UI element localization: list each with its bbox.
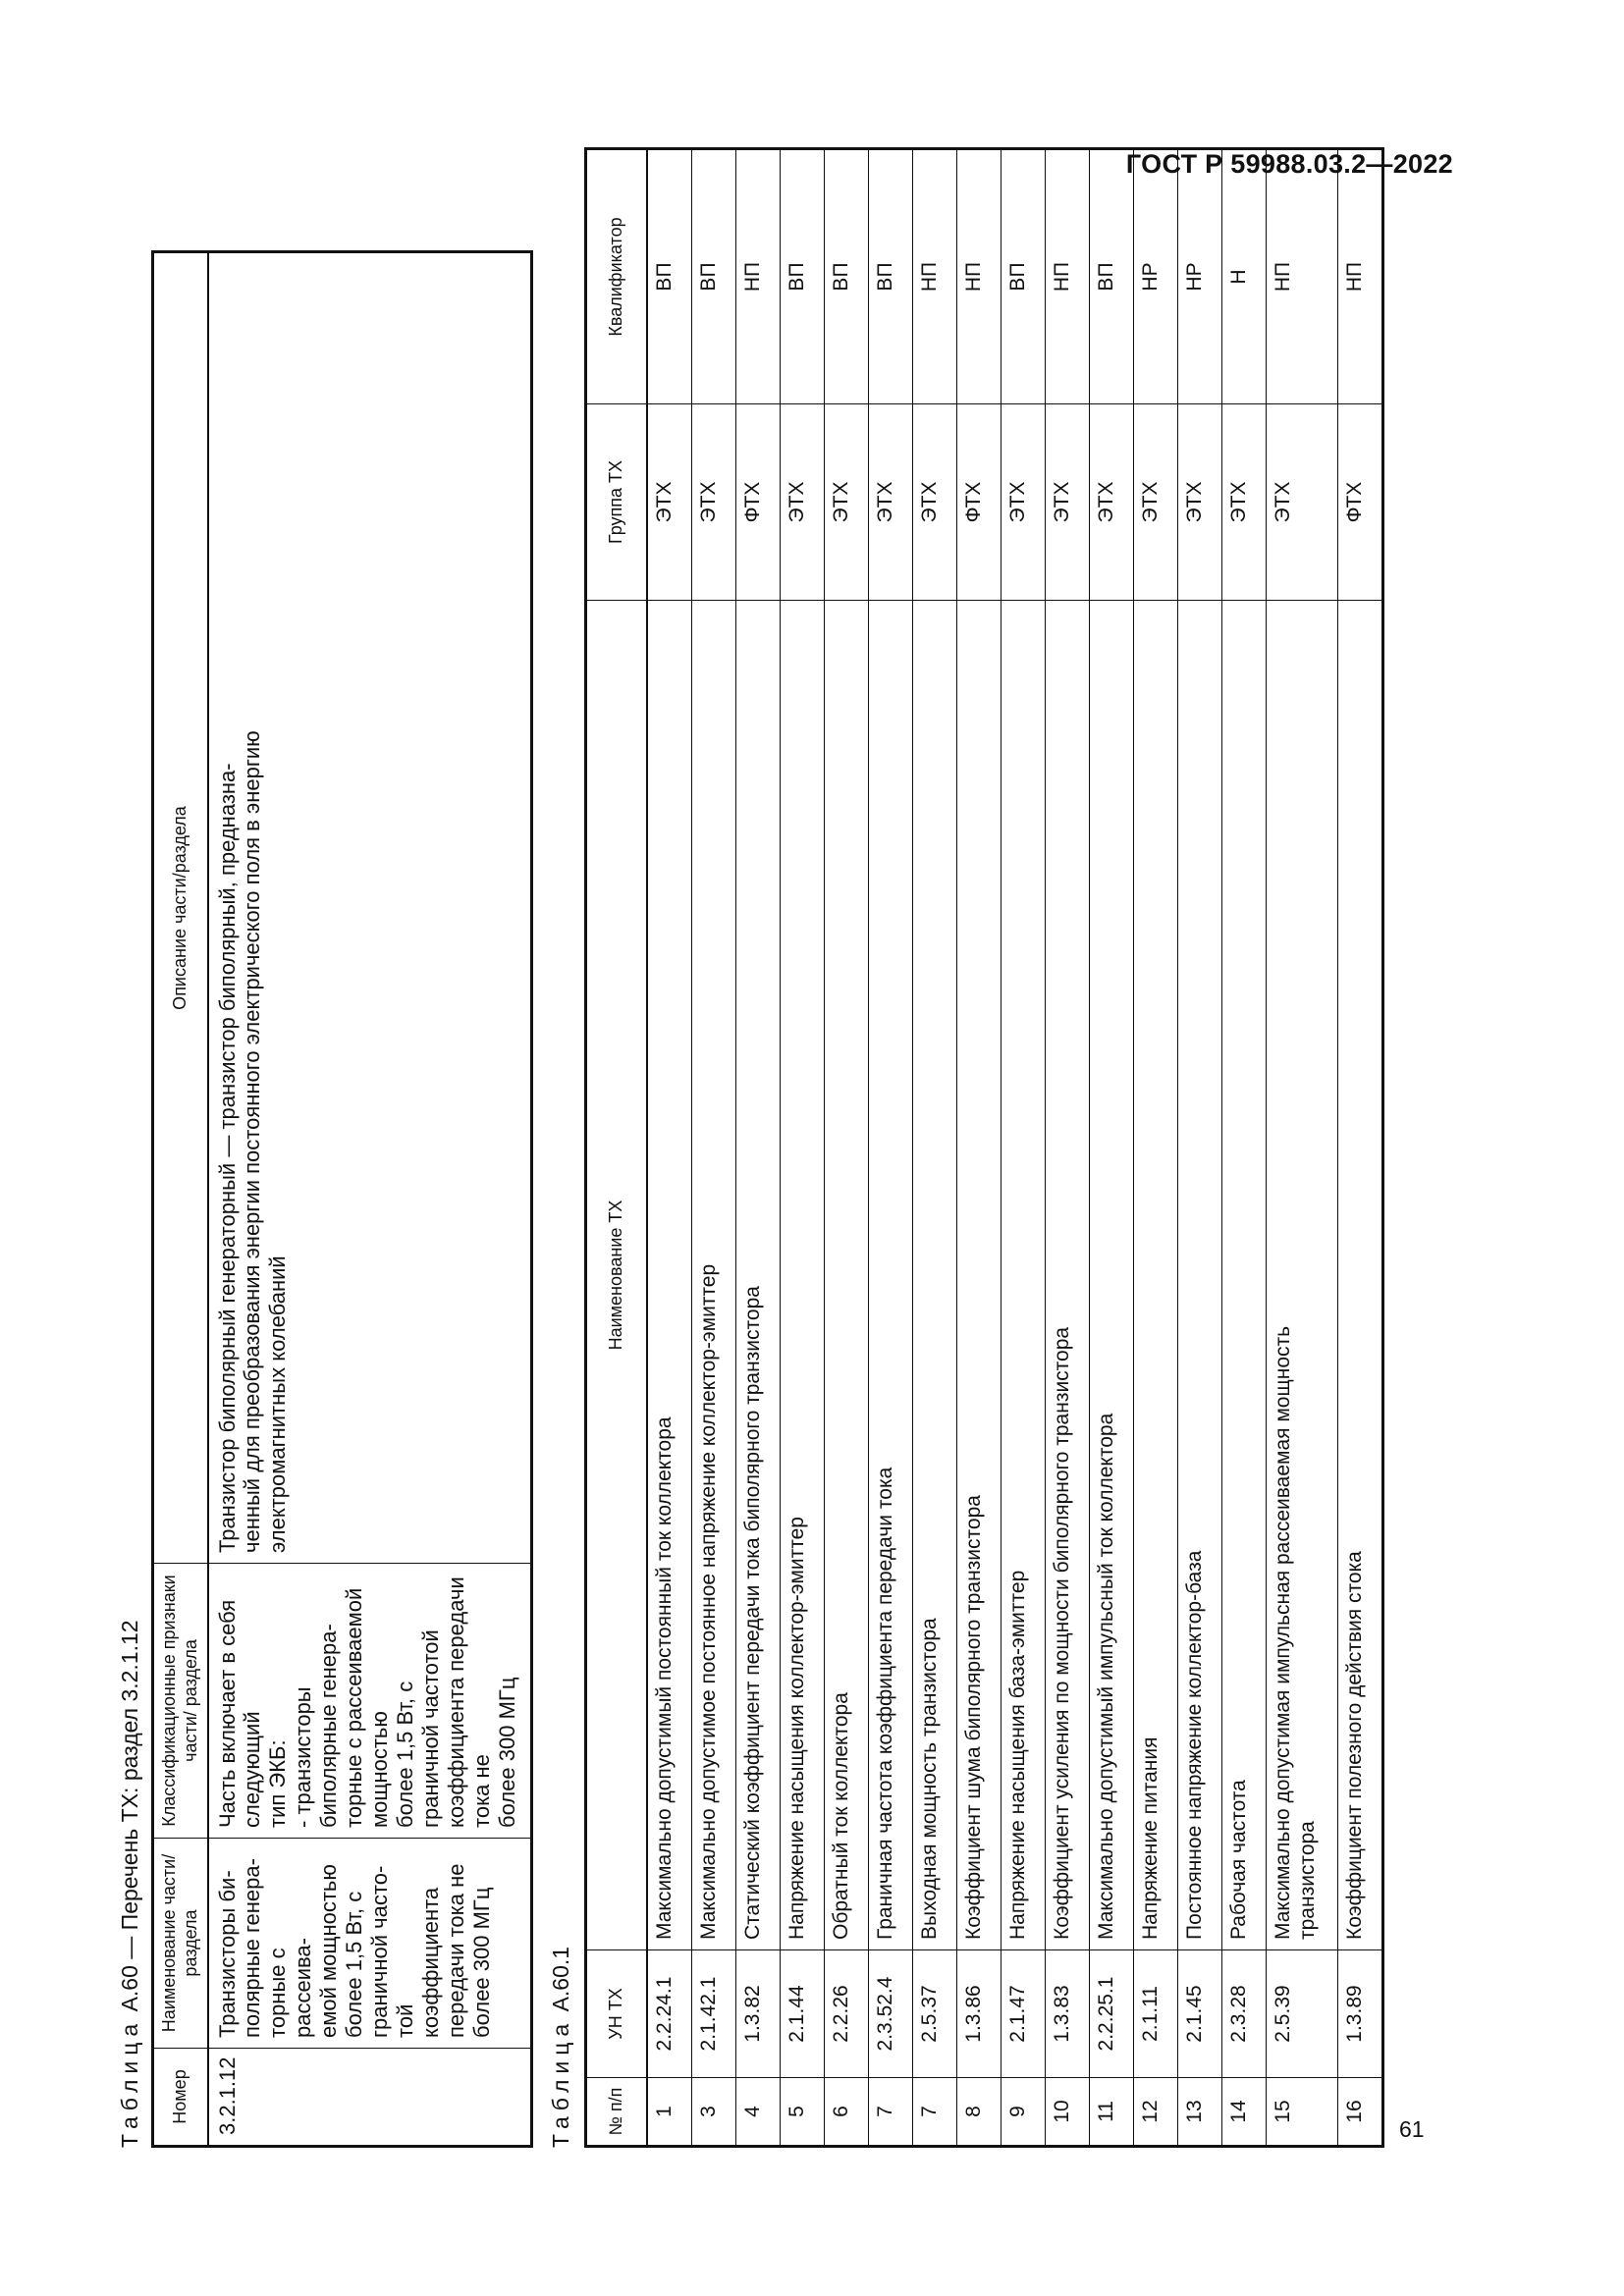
standard-header: ГОСТ Р 59988.03.2—2022: [1125, 149, 1453, 179]
cell-group: ЭТХ: [1045, 404, 1089, 601]
col-header-tx-name: Наименование ТХ: [585, 601, 647, 1950]
table-a60-caption: [108, 106, 151, 2148]
cell-group: ЭТХ: [647, 404, 692, 601]
cell-group: ЭТХ: [912, 404, 956, 601]
cell-code: 1.3.86: [956, 1950, 1001, 2078]
cell-qualifier: НП: [1266, 149, 1337, 404]
cell-code: 2.1.42.1: [691, 1950, 735, 2078]
cell-group: ЭТХ: [1177, 404, 1221, 601]
cell-tx-name: Выходная мощность транзистора: [912, 601, 956, 1950]
table-a60-caption-prefix: Таблица: [117, 2017, 142, 2148]
table-row: [912, 149, 956, 2147]
cell-group: ЭТХ: [1133, 404, 1177, 601]
cell-qualifier: ВП: [1089, 149, 1133, 404]
cell-tx-name: Коэффициент усиления по мощности биполярного транзистора: [1045, 601, 1089, 1950]
cell-code: 1.3.82: [735, 1950, 780, 2078]
cell-index: 3: [691, 2078, 735, 2147]
cell-qualifier: ВП: [868, 149, 912, 404]
col-header-description: Описание части/раздела: [153, 252, 208, 1564]
cell-code: 2.3.28: [1221, 1950, 1266, 2078]
cell-tx-name: Постоянное напряжение коллектор-база: [1177, 601, 1221, 1950]
table-row: [1045, 149, 1089, 2147]
cell-group: ФТХ: [956, 404, 1001, 601]
cell-tx-name: Рабочая частота: [1221, 601, 1266, 1950]
cell-code: 1.3.89: [1337, 1950, 1382, 2078]
cell-tx-name: Напряжение питания: [1133, 601, 1177, 1950]
col-header-number: Номер: [153, 2049, 208, 2147]
cell-group: ФТХ: [1337, 404, 1382, 601]
cell-qualifier: НР: [1133, 149, 1177, 404]
cell-tx-name: Обратный ток коллектора: [824, 601, 868, 1950]
cell-tx-name: Коэффициент полезного действия стока: [1337, 601, 1382, 1950]
cell-tx-name: Статический коэффициент передачи тока биполярного транзистора: [735, 601, 780, 1950]
cell-index: 16: [1337, 2078, 1382, 2147]
cell-qualifier: НП: [1045, 149, 1089, 404]
table-a60: [151, 250, 533, 2148]
col-header-qualifier: Квалификатор: [585, 149, 647, 404]
cell-qualifier: НП: [912, 149, 956, 404]
cell-features: Часть включает в себя следующий тип ЭКБ: - транзисторы биполярные генера- торные с рассеиваемой мощностью более 1,5 Вт, с граничной частотой коэффициента передачи тока не более 300 МГц: [208, 1564, 532, 1839]
cell-number: 3.2.1.12: [208, 2049, 532, 2147]
col-header-code: УН ТХ: [585, 1950, 647, 2078]
cell-tx-name: Максимально допустимое постоянное напряжение коллектор-эмиттер: [691, 601, 735, 1950]
cell-index: 10: [1045, 2078, 1089, 2147]
table-a60-row: [208, 252, 532, 2147]
table-row: [1089, 149, 1133, 2147]
cell-code: 2.1.44: [780, 1950, 824, 2078]
table-row: [1177, 149, 1221, 2147]
cell-group: ЭТХ: [1266, 404, 1337, 601]
cell-qualifier: ВП: [824, 149, 868, 404]
cell-index: 12: [1133, 2078, 1177, 2147]
table-row: [1133, 149, 1177, 2147]
col-header-features: Классификационные признаки части/ раздела: [153, 1564, 208, 1839]
cell-code: 2.1.45: [1177, 1950, 1221, 2078]
cell-tx-name: Максимально допустимая импульсная рассеиваемая мощность транзистора: [1266, 601, 1337, 1950]
cell-index: 9: [1001, 2078, 1045, 2147]
cell-code: 2.5.39: [1266, 1950, 1337, 2078]
cell-code: 2.2.26: [824, 1950, 868, 2078]
cell-code: 2.3.52.4: [868, 1950, 912, 2078]
cell-index: 7: [868, 2078, 912, 2147]
cell-tx-name: Максимально допустимый постоянный ток коллектора: [647, 601, 692, 1950]
cell-tx-name: Максимально допустимый импульсный ток коллектора: [1089, 601, 1133, 1950]
cell-index: 1: [647, 2078, 692, 2147]
cell-index: 7: [912, 2078, 956, 2147]
cell-group: ЭТХ: [691, 404, 735, 601]
table-a60-1-header-row: [585, 149, 647, 2147]
cell-qualifier: ВП: [691, 149, 735, 404]
table-a60-1-caption-prefix: Таблица: [547, 2017, 573, 2148]
table-row: [824, 149, 868, 2147]
cell-index: 4: [735, 2078, 780, 2147]
rotated-page-content: [108, 106, 1404, 2148]
cell-group: ЭТХ: [1089, 404, 1133, 601]
cell-code: 2.1.47: [1001, 1950, 1045, 2078]
cell-code: 2.1.11: [1133, 1950, 1177, 2078]
table-a60-1-caption: [539, 106, 582, 2148]
table-row: [1337, 149, 1382, 2147]
cell-tx-name: Коэффициент шума биполярного транзистора: [956, 601, 1001, 1950]
cell-index: 6: [824, 2078, 868, 2147]
cell-qualifier: НП: [956, 149, 1001, 404]
table-row: [1221, 149, 1266, 2147]
cell-name: Транзисторы би- полярные генера- торные с рассеива- емой мощностью более 1,5 Вт, с граничной часто- той коэффициента передачи тока не более 300 МГц: [208, 1839, 532, 2049]
cell-group: ЭТХ: [780, 404, 824, 601]
cell-group: ЭТХ: [824, 404, 868, 601]
cell-index: 13: [1177, 2078, 1221, 2147]
table-row: [691, 149, 735, 2147]
cell-group: ЭТХ: [868, 404, 912, 601]
table-row: [1266, 149, 1337, 2147]
cell-index: 14: [1221, 2078, 1266, 2147]
cell-tx-name: Напряжение насыщения база-эмиттер: [1001, 601, 1045, 1950]
table-a60-1: [584, 147, 1384, 2148]
cell-group: ЭТХ: [1221, 404, 1266, 601]
cell-code: 2.5.37: [912, 1950, 956, 2078]
table-row: [780, 149, 824, 2147]
table-a60-1-body: [647, 149, 1383, 2147]
cell-group: ФТХ: [735, 404, 780, 601]
cell-index: 11: [1089, 2078, 1133, 2147]
cell-index: 5: [780, 2078, 824, 2147]
cell-qualifier: ВП: [1001, 149, 1045, 404]
cell-description: Транзистор биполярный генераторный — транзистор биполярный, предназна- ченный для преобразования энергии постоянного электрического поля в энергию электромагнитных колебаний: [208, 252, 532, 1564]
cell-group: ЭТХ: [1001, 404, 1045, 601]
cell-qualifier: ВП: [780, 149, 824, 404]
cell-qualifier: НР: [1177, 149, 1221, 404]
cell-qualifier: НП: [1337, 149, 1382, 404]
cell-code: 1.3.83: [1045, 1950, 1089, 2078]
cell-index: 15: [1266, 2078, 1337, 2147]
cell-code: 2.2.24.1: [647, 1950, 692, 2078]
cell-qualifier: НП: [735, 149, 780, 404]
cell-qualifier: Н: [1221, 149, 1266, 404]
table-a60-caption-text: А.60 — Перечень ТХ: раздел 3.2.1.12: [117, 1620, 142, 2012]
table-row: [735, 149, 780, 2147]
cell-tx-name: Граничная частота коэффициента передачи тока: [868, 601, 912, 1950]
page-number: 61: [1399, 2116, 1425, 2142]
cell-tx-name: Напряжение насыщения коллектор-эмиттер: [780, 601, 824, 1950]
cell-index: 8: [956, 2078, 1001, 2147]
table-a60-header-row: [153, 252, 208, 2147]
table-row: [1001, 149, 1045, 2147]
cell-qualifier: ВП: [647, 149, 692, 404]
table-a60-1-caption-text: А.60.1: [547, 1946, 573, 2012]
cell-code: 2.2.25.1: [1089, 1950, 1133, 2078]
col-header-index: № п/п: [585, 2078, 647, 2147]
col-header-group: Группа ТХ: [585, 404, 647, 601]
table-row: [956, 149, 1001, 2147]
col-header-name: Наименование части/ раздела: [153, 1839, 208, 2049]
table-row: [647, 149, 692, 2147]
table-row: [868, 149, 912, 2147]
